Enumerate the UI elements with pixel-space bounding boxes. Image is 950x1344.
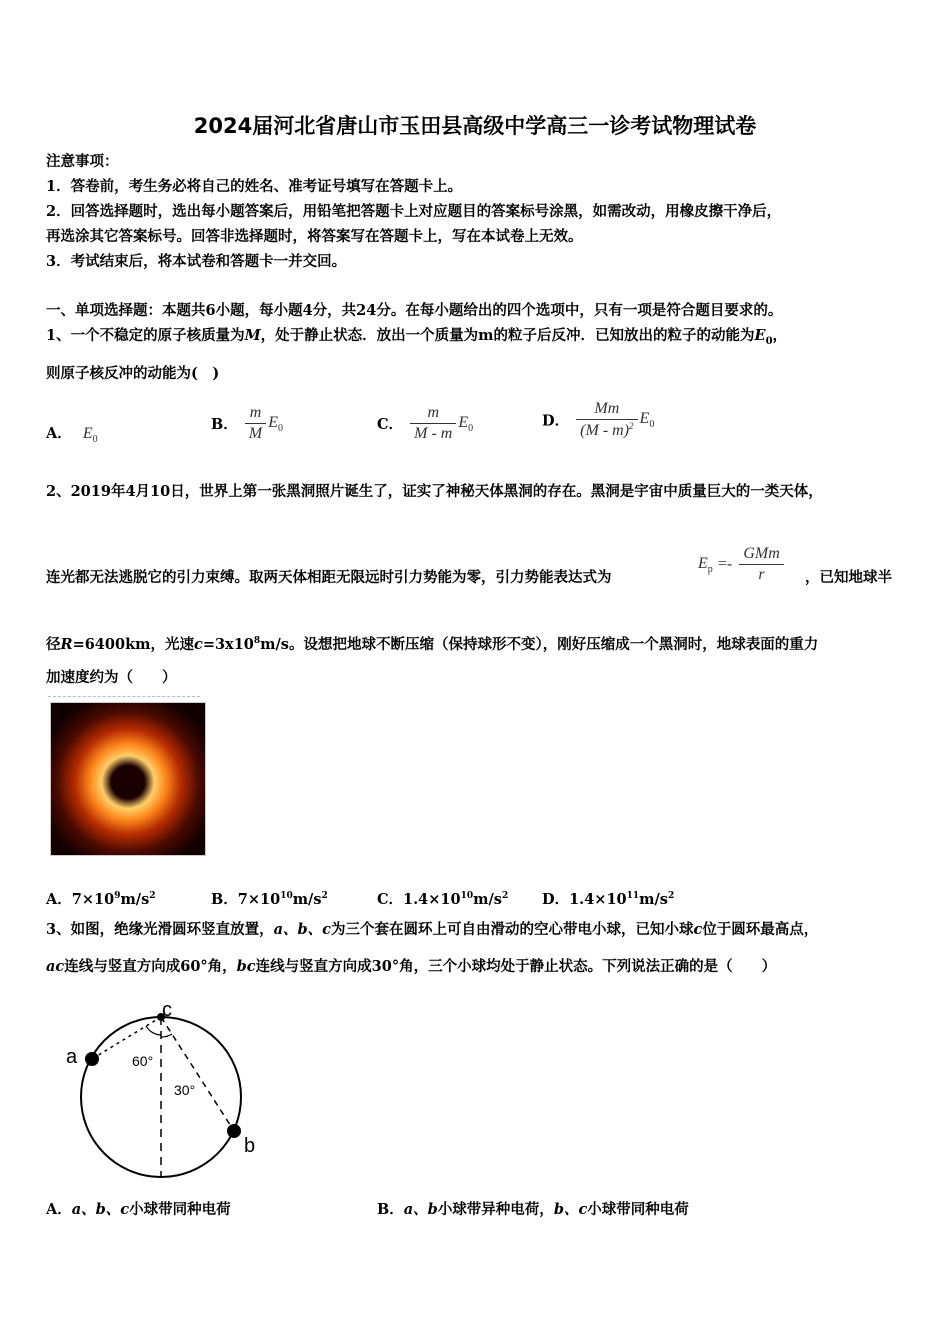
image-divider: [48, 696, 200, 697]
black-hole-image: [50, 702, 206, 856]
q1-option-d[interactable]: D． $\frac{Mm}{(M - m)^2}$ $E_0$: [542, 400, 655, 439]
angle-label-30: 30°: [174, 1082, 196, 1098]
q3-option-b[interactable]: B．a、b小球带异种电荷，b、c小球带同种电荷: [377, 1201, 689, 1218]
angle-arc-30: [161, 1034, 172, 1037]
question-3-stem-line2: ac连线与竖直方向成60°角，bc连线与竖直方向成30°角，三个小球均处于静止状态。下列说法正确的是（ ）: [46, 958, 777, 975]
notice-item-1: 1．答卷前，考生务必将自己的姓名、准考证号填写在答题卡上。: [46, 178, 463, 195]
notice-item-2a: 2．回答选择题时，选出每小题答案后，用铅笔把答题卡上对应题目的答案标号涂黑，如需改动，用橡皮擦干净后，: [46, 203, 782, 220]
q1-option-c[interactable]: C． $\frac{m}{M - m}$ $E_0$: [377, 404, 474, 442]
label-c: c: [162, 1000, 172, 1021]
label-b: b: [244, 1135, 256, 1157]
q2-option-d[interactable]: D．$1.4\times 10^{11}m/s^2$: [542, 891, 675, 908]
angle-label-60: 60°: [132, 1053, 154, 1069]
question-2-stem-line3: 径R=6400km，光速$c=3x10^8m/s$。设想把地球不断压缩（保持球形不变），刚好压缩成一个黑洞时，地球表面的重力: [46, 636, 819, 653]
question-3-stem: 3、如图，绝缘光滑圆环竖直放置，a、b、c为三个套在圆环上可自由滑动的空心带电小球，已知小球c位于圆环最高点，: [46, 921, 819, 938]
potential-energy-formula: $E_p$ =- $\frac{\text{GMm}}{r}$: [698, 545, 786, 584]
q2-option-a[interactable]: A．$7\times 10^9m/s^2$: [46, 891, 156, 908]
page-title: 2024届河北省唐山市玉田县高级中学高三一诊考试物理试卷: [193, 114, 757, 138]
question-2-stem-line4: 加速度约为（ ）: [46, 669, 177, 686]
angle-arc-60: [146, 1026, 161, 1035]
ring: [81, 1017, 241, 1177]
ball-b: [227, 1124, 241, 1138]
ball-a: [85, 1052, 99, 1066]
ring-diagram: [60, 1000, 280, 1190]
question-2-stem: 2、2019年4月10日，世界上第一张黑洞照片诞生了，证实了神秘天体黑洞的存在。黑洞是宇宙中质量巨大的一类天体，: [46, 483, 823, 500]
notice-item-2b: 再选涂其它答案标号。回答非选择题时，将答案写在答题卡上，写在本试卷上无效。: [46, 228, 583, 245]
question-2-stem-line2a: 连光都无法逃脱它的引力束缚。取两天体相距无限远时引力势能为零，引力势能表达式为: [46, 569, 612, 586]
section-heading: 一、单项选择题：本题共6小题，每小题4分，共24分。在每小题给出的四个选项中，只有一项是符合题目要求的。: [46, 302, 783, 319]
q2-option-c[interactable]: C．$1.4\times 10^{10}m/s^2$: [377, 891, 509, 908]
notice-heading: 注意事项：: [46, 153, 119, 170]
q1-option-a[interactable]: A． $E_0$: [46, 425, 98, 445]
notice-item-3: 3．考试结束后，将本试卷和答题卡一并交回。: [46, 253, 347, 270]
q2-option-b[interactable]: B．$7\times 10^{10}m/s^2$: [211, 891, 328, 908]
q1-option-b[interactable]: B． $\frac{m}{M}$ $E_0$: [211, 404, 283, 442]
label-a: a: [66, 1046, 78, 1068]
question-2-stem-line2b: ，已知地球半: [805, 569, 892, 586]
q3-option-a[interactable]: A．a、b、c小球带同种电荷: [46, 1201, 231, 1218]
question-1-stem-line2: 则原子核反冲的动能为( ): [46, 365, 220, 382]
question-1-stem: 1、一个不稳定的原子核质量为M，处于静止状态．放出一个质量为m的粒子后反冲．已知放出的粒子的动能为$E_0$，: [46, 327, 788, 347]
